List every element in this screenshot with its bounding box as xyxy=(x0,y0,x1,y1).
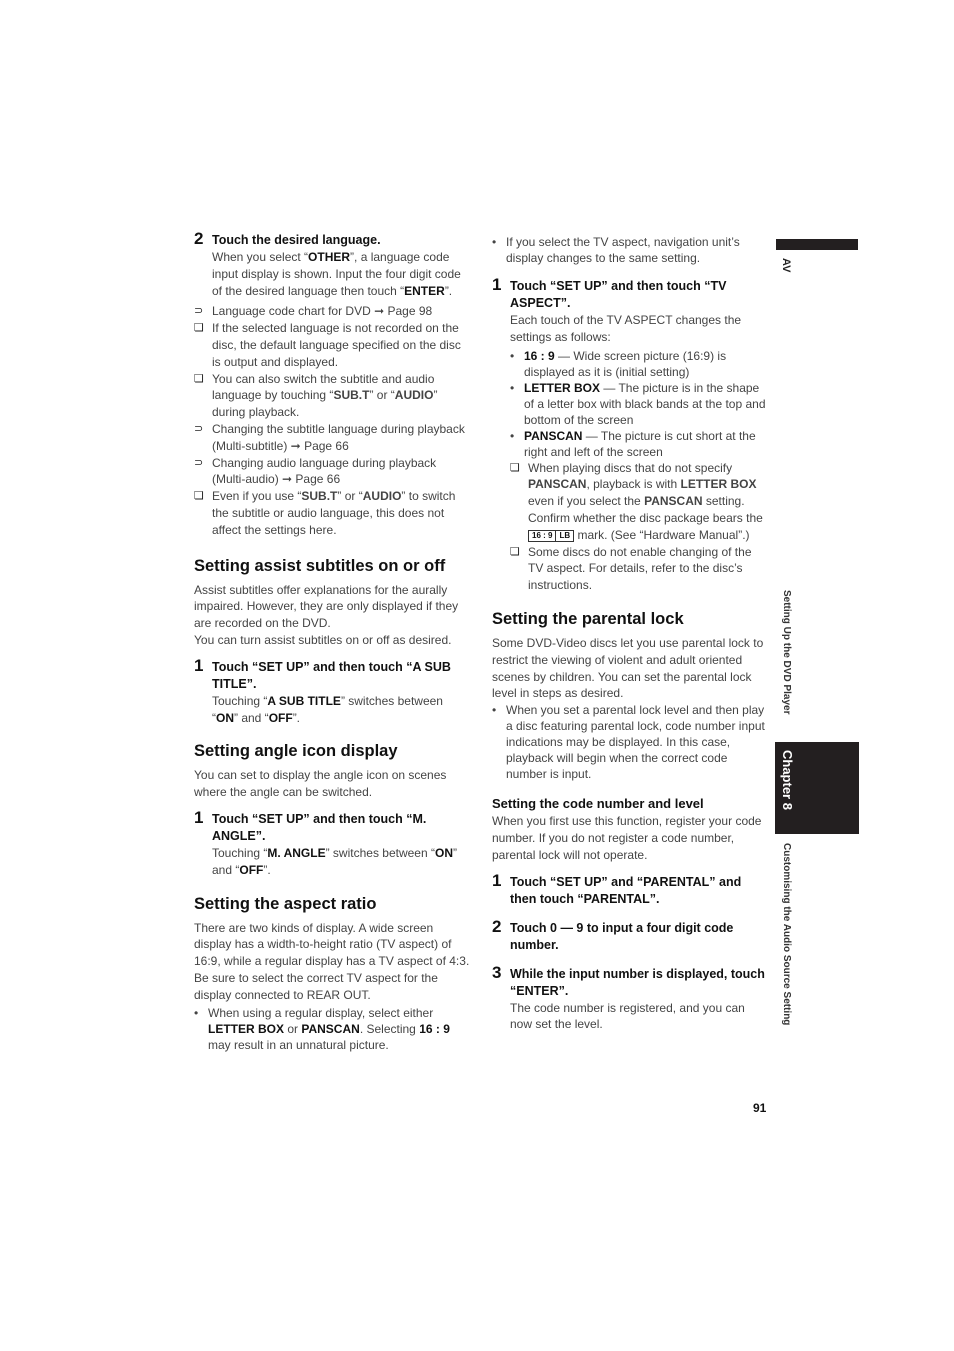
assist-paragraph-1: Assist subtitles offer explanations for the aurally impaired. However, they are only displayed if they are recorded on the DVD. xyxy=(194,582,459,631)
step-title: Touch “SET UP” and “PARENTAL” and then touch “PARENTAL”. xyxy=(510,874,742,906)
option-letter-box: • LETTER BOX — The picture is in the shape of a letter box with black bands at the top and bottom of the screen xyxy=(510,380,766,427)
step-body: Each touch of the TV ASPECT changes the settings as follows: xyxy=(510,313,742,344)
side-label-dvd-player: Setting Up the DVD Player xyxy=(781,590,792,715)
aspect-mark-icon: 16 : 9 LB xyxy=(528,530,574,542)
step-1-tv-aspect xyxy=(492,275,768,594)
step-2-desired-language xyxy=(194,229,470,299)
step-number: 3 xyxy=(492,962,502,982)
note-multi-audio: ⊃ Changing audio language during playback (Multi-audio) ➞ Page 66 xyxy=(194,455,437,487)
assist-paragraph-2: You can turn assist subtitles on or off as desired. xyxy=(194,632,452,647)
heading-angle-icon: Setting angle icon display xyxy=(194,742,398,761)
option-panscan: • PANSCAN — The picture is cut short at the right and left of the screen xyxy=(510,428,756,459)
step-title: Touch “SET UP” and then touch “TV ASPECT”. xyxy=(510,279,727,310)
heading-assist-subtitles: Setting assist subtitles on or off xyxy=(194,556,446,575)
step-1-parental xyxy=(492,870,768,908)
checkbox-icon: ❏ xyxy=(194,490,204,503)
aspect-bullet: • When using a regular display, select either LETTER BOX or PANSCAN. Selecting 16 : 9 may result in an unnatural picture. xyxy=(194,1005,450,1052)
step-1-m-angle xyxy=(194,807,470,879)
bullet-icon: • xyxy=(510,428,515,443)
left-column xyxy=(194,229,470,1053)
note-aspect-not-changeable: ❏ Some discs do not enable changing of the TV aspect. For details, refer to the disc’s instructions. xyxy=(510,544,752,593)
heading-code-number: Setting the code number and level xyxy=(492,796,704,812)
step-title: Touch “SET UP” and then touch “A SUB TITLE”. xyxy=(212,659,451,691)
av-bar xyxy=(776,239,858,250)
step-title: Touch the desired language. xyxy=(212,233,381,247)
step-body: When you select “OTHER”, a language code input display is shown. Input the four digit code of the desired language then touch “ENTER”. xyxy=(212,250,461,298)
step-body: The code number is registered, and you can now set the level. xyxy=(510,1000,745,1032)
step-body: Touching “A SUB TITLE” switches between “ON” and “OFF”. xyxy=(212,693,443,725)
heading-parental-lock: Setting the parental lock xyxy=(492,609,684,628)
step-number: 1 xyxy=(194,655,204,675)
note-multi-subtitle: ⊃ Changing the subtitle language during playback (Multi-subtitle) ➞ Page 66 xyxy=(194,421,465,453)
step-number: 2 xyxy=(194,229,204,248)
step-title: While the input number is displayed, touch “ENTER”. xyxy=(510,966,765,998)
checkbox-icon: ❏ xyxy=(194,322,204,335)
heading-aspect-ratio: Setting the aspect ratio xyxy=(194,894,377,913)
bullet-icon: • xyxy=(492,235,497,249)
step-1-assist-subtitle xyxy=(194,655,470,727)
bullet-icon: • xyxy=(510,348,515,363)
chapter-label: Chapter 8 xyxy=(780,750,795,810)
step-number: 1 xyxy=(194,807,204,827)
bullet-icon: • xyxy=(510,380,515,395)
parental-paragraph: Some DVD-Video discs let you use parental lock to restrict the viewing of violent and adult oriented scenes by children. You can set the parental lock level in steps as desired. xyxy=(492,635,764,701)
note-language-chart: ⊃ Language code chart for DVD ➞ Page 98 xyxy=(194,304,433,319)
code-paragraph: When you first use this function, register your code number. If you do not register a code number, parental lock will not operate. xyxy=(492,814,762,862)
step-number: 2 xyxy=(492,916,502,936)
arrow-icon: ⊃ xyxy=(194,456,204,469)
step-2-code-input xyxy=(492,916,768,954)
step-3-enter xyxy=(492,962,768,1034)
option-16-9: • 16 : 9 — Wide screen picture (16:9) is displayed as it is (initial setting) xyxy=(510,348,727,379)
step-number: 1 xyxy=(492,275,502,294)
parental-bullet: • When you set a parental lock level and then play a disc featuring parental lock, code number input indications may be displayed. In this case, playback will begin when the correct code number is input. xyxy=(492,703,765,782)
checkbox-icon: ❏ xyxy=(194,372,204,385)
step-title: Touch “SET UP” and then touch “M. ANGLE”. xyxy=(212,811,427,843)
arrow-icon: ⊃ xyxy=(194,305,204,318)
arrow-icon: ⊃ xyxy=(194,422,204,435)
side-label-av: AV xyxy=(780,258,792,273)
angle-paragraph: You can set to display the angle icon on scenes where the angle can be switched. xyxy=(194,768,447,800)
side-label-audio-source: Customising the Audio Source Setting xyxy=(781,843,792,1026)
checkbox-icon: ❏ xyxy=(510,545,520,558)
note-default-language: ❏ If the selected language is not recorded on the disc, the default language specified on the disc is output and displayed. xyxy=(194,321,461,369)
tv-aspect-nav-bullet: • If you select the TV aspect, navigation unit’s display changes to the same setting. xyxy=(492,235,740,265)
bullet-icon: • xyxy=(492,703,497,718)
aspect-paragraph: There are two kinds of display. A wide screen display has a width-to-height ratio (TV aspect) of 16:9, while a regular display has a TV aspect of 4:3. Be sure to select the correct TV aspect for the display connected to REAR OUT. xyxy=(194,920,470,1002)
note-settings-unaffected: ❏ Even if you use “SUB.T” or “AUDIO” to switch the subtitle or audio language, this does not affect the settings here. xyxy=(194,489,456,537)
step-body: Touching “M. ANGLE” switches between “ON” and “OFF”. xyxy=(212,845,457,877)
note-panscan-letterbox: ❏ When playing discs that do not specify PANSCAN, playback is with LETTER BOX even if you select the PANSCAN setting. Confirm whether the disc package bears the 16 : 9 LB mark. (See “Hardware Manual”.) xyxy=(510,460,763,542)
right-column xyxy=(492,234,768,1037)
checkbox-icon: ❏ xyxy=(510,461,520,474)
step-title: Touch 0 — 9 to input a four digit code number. xyxy=(510,920,734,952)
page-number: 91 xyxy=(753,1101,767,1115)
bullet-icon: • xyxy=(194,1005,199,1020)
step-number: 1 xyxy=(492,870,502,890)
note-switch-language: ❏ You can also switch the subtitle and audio language by touching “SUB.T” or “AUDIO” during playback. xyxy=(194,371,438,420)
